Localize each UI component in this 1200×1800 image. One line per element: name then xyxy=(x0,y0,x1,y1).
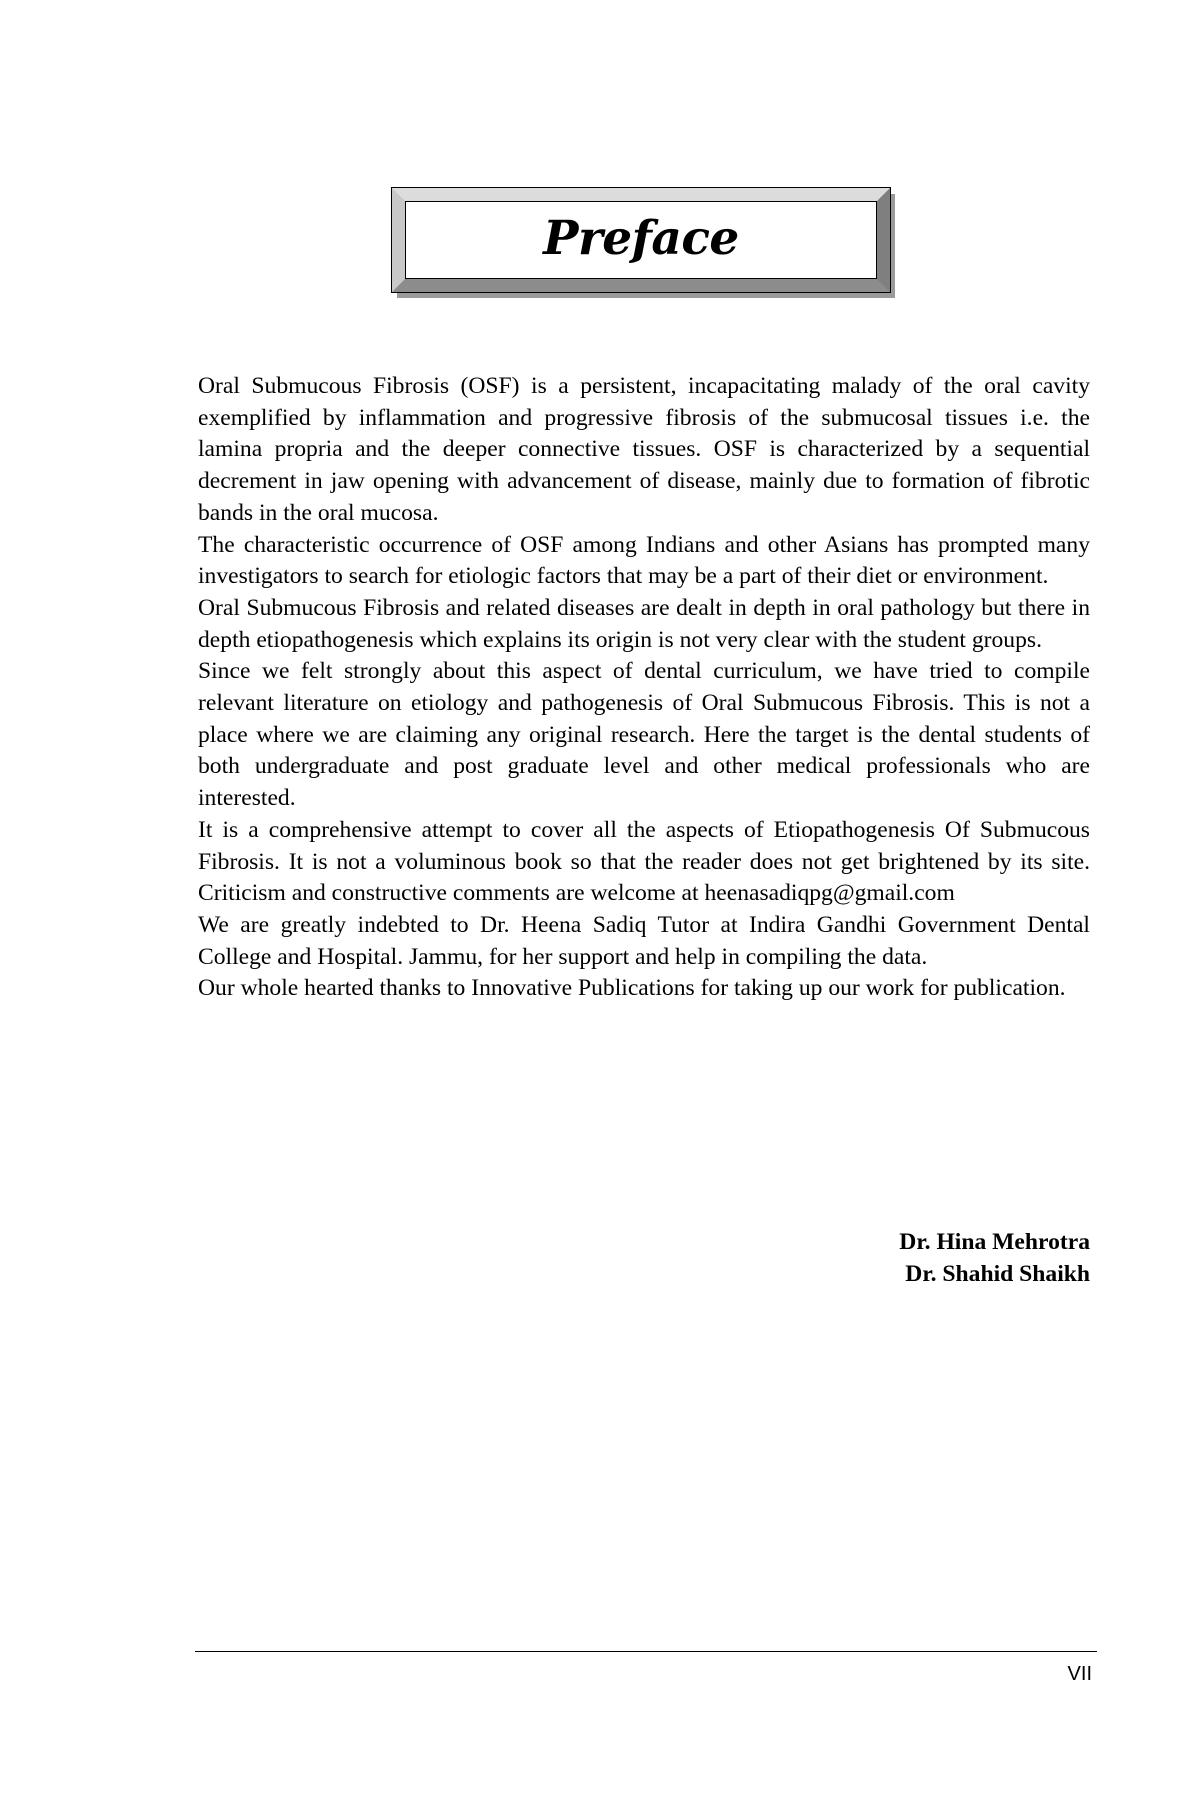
preface-title-inner xyxy=(405,201,877,279)
paragraph: We are greatly indebted to Dr. Heena Sadiq Tutor at Indira Gandhi Government Dental College and Hospital. Jammu, for her support and help in compiling the data. xyxy=(198,911,1090,970)
signatory-name: Dr. Hina Mehrotra xyxy=(899,1229,1090,1255)
preface-title-box xyxy=(392,188,890,292)
paragraph: Oral Submucous Fibrosis (OSF) is a persistent, incapacitating malady of the oral cavity exemplified by inflammation and progressive fibrosis of the submucosal tissues i.e. the lamina propria and the deeper connective tissues. OSF is characterized by a sequential decrement in jaw opening with advancement of disease, mainly due to formation of fibrotic bands in the oral mucosa. xyxy=(198,373,1090,526)
page-title: Preface xyxy=(543,210,739,266)
footer-divider xyxy=(195,1651,1097,1652)
paragraph: The characteristic occurrence of OSF among Indians and other Asians has prompted many investigators to search for etiologic factors that may be a part of their diet or environment. xyxy=(198,531,1090,590)
signatory-name: Dr. Shahid Shaikh xyxy=(905,1260,1090,1287)
paragraph: Since we felt strongly about this aspect of dental curriculum, we have tried to compile relevant literature on etiology and pathogenesis of Oral Submucous Fibrosis. This is not a place where we are claiming any original research. Here the target is the dental students of both undergraduate and post graduate level and other medical professionals who are interested. xyxy=(198,658,1090,812)
signature-block xyxy=(899,1227,1090,1290)
paragraph: It is a comprehensive attempt to cover all the aspects of Etiopathogenesis Of Submucous Fibrosis. It is not a voluminous book so that the reader does not get brightened by its site. Criticism and constructive comments are welcome at heenasadiqpg@gmail.com xyxy=(198,816,1090,907)
preface-body xyxy=(198,371,1090,1005)
page-number: VII xyxy=(1067,1663,1092,1685)
paragraph: Our whole hearted thanks to Innovative Publications for taking up our work for publication. xyxy=(198,975,1066,1002)
paragraph: Oral Submucous Fibrosis and related diseases are dealt in depth in oral pathology but there in depth etiopathogenesis which explains its origin is not very clear with the student groups. xyxy=(198,594,1090,653)
